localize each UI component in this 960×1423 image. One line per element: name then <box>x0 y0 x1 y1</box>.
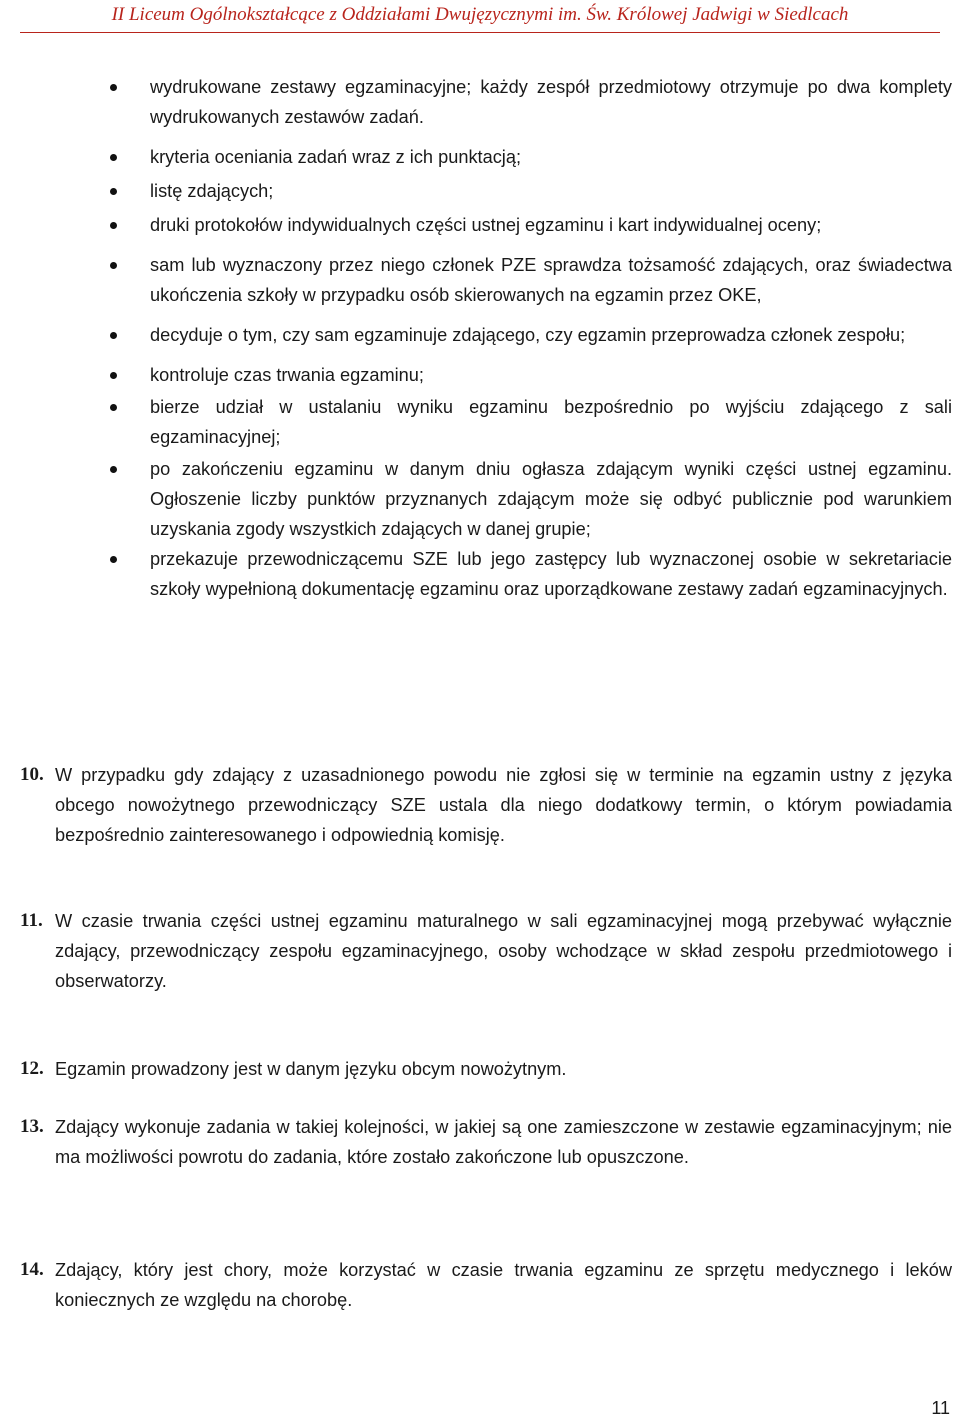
paragraph-number: 14. <box>20 1259 44 1280</box>
bullet-icon <box>110 556 117 563</box>
paragraph-text: Zdający wykonuje zadania w takiej kolejności, w jakiej są one zamieszczone w zestawie egzaminacyjnym; nie ma możliwości powrotu do zadania, które zostało zakończone lub opuszczone. <box>55 1117 952 1167</box>
bullet-list <box>110 72 952 614</box>
paragraph-number: 12. <box>20 1058 44 1079</box>
list-item: kontroluje czas trwania egzaminu; <box>110 360 952 390</box>
list-item: przekazuje przewodniczącemu SZE lub jego zastępcy lub wyznaczonej osobie w sekretariacie szkoły wypełnioną dokumentację egzaminu oraz uporządkowane zestawy zadań egzaminacyjnych. <box>110 544 952 604</box>
list-item: sam lub wyznaczony przez niego członek PZE sprawdza tożsamość zdających, oraz świadectwa ukończenia szkoły w przypadku osób skierowanych na egzamin przez OKE, <box>110 250 952 310</box>
bullet-icon <box>110 404 117 411</box>
numbered-paragraph-13 <box>20 1112 952 1172</box>
bullet-icon <box>110 84 117 91</box>
bullet-icon <box>110 466 117 473</box>
paragraph-text: Zdający, który jest chory, może korzystać w czasie trwania egzaminu ze sprzętu medycznego i leków koniecznych ze względu na chorobę. <box>55 1260 952 1310</box>
numbered-paragraph-11 <box>20 906 952 996</box>
bullet-icon <box>110 262 117 269</box>
list-item: po zakończeniu egzaminu w danym dniu ogłasza zdającym wyniki części ustnej egzaminu. Ogłoszenie liczby punktów przyznanych zdającym może się odbyć publicznie pod warunkiem uzyskania zgody wszystkich zdających w danej grupie; <box>110 454 952 544</box>
bullet-icon <box>110 332 117 339</box>
bullet-icon <box>110 188 117 195</box>
paragraph-text: Egzamin prowadzony jest w danym języku obcym nowożytnym. <box>55 1059 567 1079</box>
list-item: listę zdających; <box>110 176 952 206</box>
list-item: bierze udział w ustalaniu wyniku egzaminu bezpośrednio po wyjściu zdającego z sali egzaminacyjnej; <box>110 392 952 452</box>
page-number: 11 <box>931 1398 950 1418</box>
numbered-paragraph-10 <box>20 760 952 850</box>
header-divider <box>20 32 940 33</box>
paragraph-text: W przypadku gdy zdający z uzasadnionego powodu nie zgłosi się w terminie na egzamin ustny z języka obcego nowożytnego przewodniczący SZE ustala dla niego dodatkowy termin, o którym powiadamia bezpośrednio zainteresowanego i odpowiednią komisję. <box>55 765 952 845</box>
page-header: II Liceum Ogólnokształcące z Oddziałami Dwujęzycznymi im. Św. Królowej Jadwigi w Siedlcach <box>111 4 849 25</box>
list-item: decyduje o tym, czy sam egzaminuje zdającego, czy egzamin przeprowadza członek zespołu; <box>110 320 952 350</box>
paragraph-text: W czasie trwania części ustnej egzaminu maturalnego w sali egzaminacyjnej mogą przebywać wyłącznie zdający, przewodniczący zespołu egzaminacyjnego, osoby wchodzące w skład zespołu przedmiotowego i obserwatorzy. <box>55 911 952 991</box>
paragraph-number: 11. <box>20 910 43 931</box>
list-item: druki protokołów indywidualnych części ustnej egzaminu i kart indywidualnej oceny; <box>110 210 952 240</box>
bullet-icon <box>110 154 117 161</box>
bullet-icon <box>110 222 117 229</box>
numbered-paragraph-14 <box>20 1255 952 1315</box>
list-item: wydrukowane zestawy egzaminacyjne; każdy zespół przedmiotowy otrzymuje po dwa komplety wydrukowanych zestawów zadań. <box>110 72 952 132</box>
bullet-icon <box>110 372 117 379</box>
list-item: kryteria oceniania zadań wraz z ich punktacją; <box>110 142 952 172</box>
paragraph-number: 13. <box>20 1116 44 1137</box>
paragraph-number: 10. <box>20 764 44 785</box>
numbered-paragraph-12 <box>20 1054 952 1084</box>
